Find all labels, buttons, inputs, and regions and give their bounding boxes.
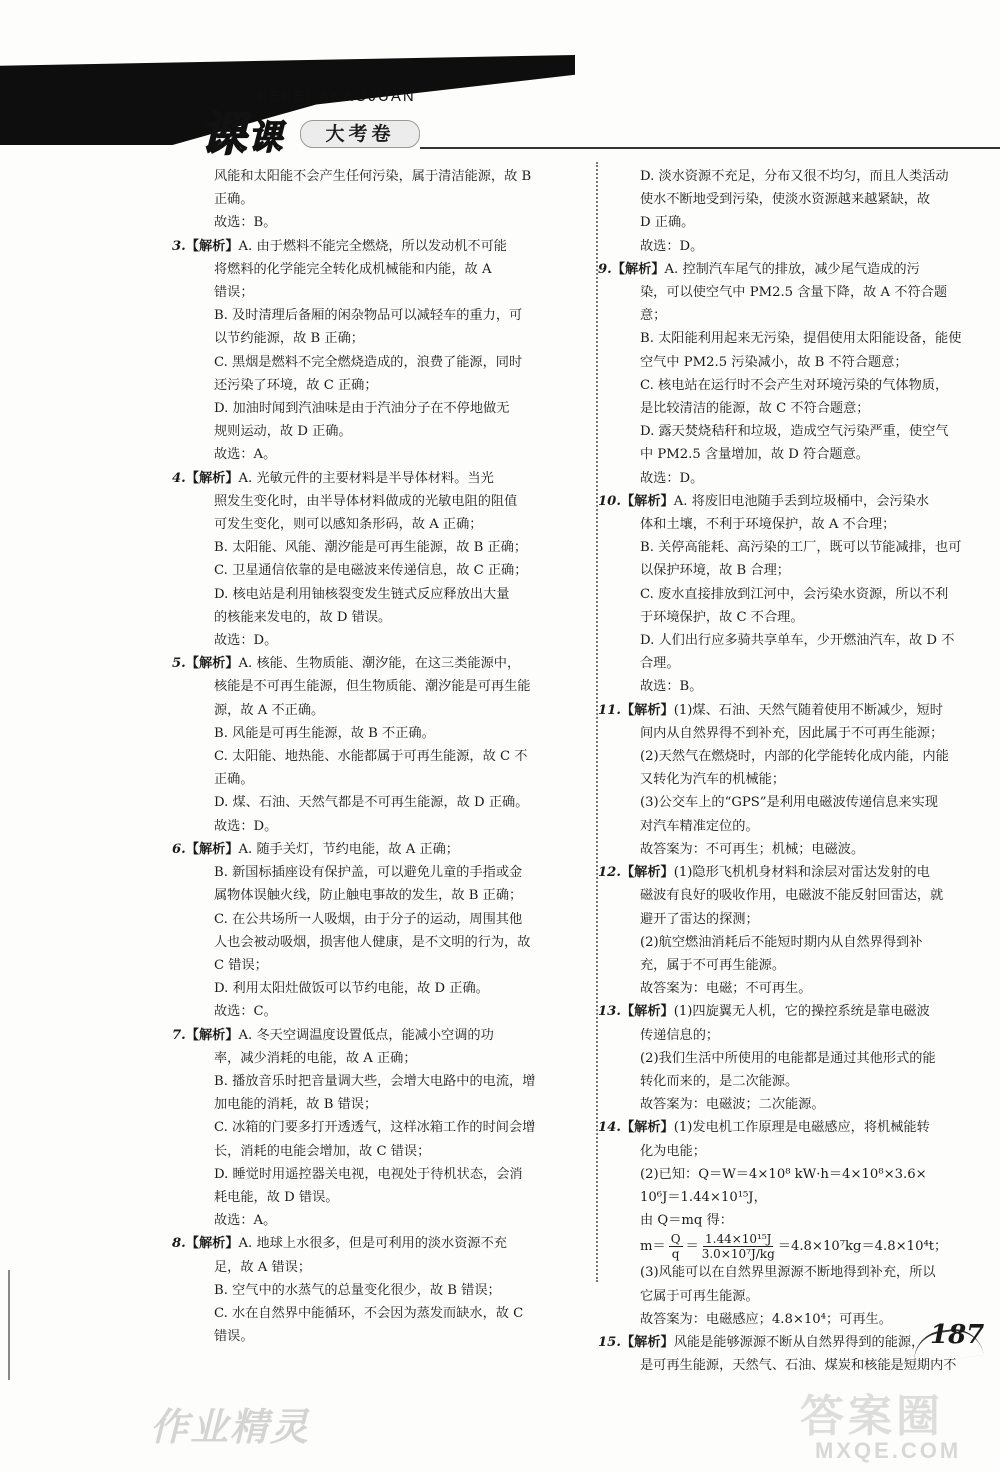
- answer-line: 故选：D。: [640, 238, 704, 254]
- solution-item: [618, 1261, 962, 1331]
- question-number: 14.: [598, 1120, 621, 1136]
- text-line: 染，可以使空气中 PM2.5 含量下降，故 A 不符合题意；: [640, 285, 948, 324]
- solution-item: [598, 699, 962, 861]
- fraction: [669, 1232, 683, 1261]
- text-line: 它属于可再生能源。: [640, 1288, 759, 1304]
- line-text: (1)隐形飞机机身材料和涂层对雷达发射的电: [673, 865, 930, 881]
- solution-item: [172, 838, 580, 1024]
- text-line: 是比较清洁的能源，故 C 不符合题意；: [640, 401, 870, 417]
- fraction-numerator: 1.44×10¹⁵J: [705, 1232, 772, 1247]
- text-line: 核能是不可再生能源，但生物质能、潮汐能是可再生能: [214, 679, 531, 695]
- text-line: 率，减少消耗的电能，故 A 正确；: [214, 1050, 417, 1066]
- text-line: [598, 490, 962, 513]
- line-text: A. 由于燃料不能完全燃烧，所以发动机不可能: [238, 238, 507, 254]
- analysis-tag: 【解析】: [185, 841, 239, 857]
- line-text: (1)发电机工作原理是电磁感应，将机械能转: [673, 1120, 930, 1136]
- text-line: B. 新国标插座设有保护盖，可以避免儿童的手指或金: [214, 865, 523, 881]
- site-watermark: 答案圈: [800, 1392, 944, 1441]
- brand-logo: [200, 88, 500, 161]
- analysis-tag: 【解析】: [620, 493, 674, 509]
- text-line: 充，属于不可再生能源。: [640, 957, 786, 973]
- analysis-tag: 【解析】: [185, 1236, 239, 1252]
- solution-item: [172, 1024, 580, 1233]
- brand-glyph-large: 课: [200, 107, 246, 161]
- text-line: [598, 258, 962, 281]
- text-line: [172, 652, 580, 675]
- site-watermark-url: MXQE.COM: [815, 1438, 962, 1463]
- brand-glyph-small: 课: [248, 118, 282, 158]
- text-line: C. 卫星通信依靠的是电磁波来传递信息，故 C 正确；: [214, 563, 528, 579]
- text-line: 空气中 PM2.5 污染减小，故 B 不符合题意；: [640, 354, 908, 370]
- formula-prefix: m＝: [640, 1239, 666, 1255]
- brand-latin: KEKEDAKAOJUAN: [258, 88, 416, 105]
- answer-line: 故选：A。: [214, 447, 277, 463]
- analysis-tag: 【解析】: [185, 470, 239, 486]
- question-number: 10.: [598, 493, 621, 509]
- text-line: 还污染了环境，故 C 正确；: [214, 377, 378, 393]
- text-line: 间内从自然界得不到补充，因此属于不可再生能源；: [640, 725, 944, 741]
- text-line: B. 及时清理后备厢的闲杂物品可以减轻车的重力，可: [214, 308, 523, 324]
- text-line: (3)公交车上的“GPS”是利用电磁波传递信息来实现: [640, 795, 938, 811]
- text-line: B. 关停高能耗、高污染的工厂，既可以节能减排，也可: [640, 540, 962, 556]
- question-number: 13.: [598, 1004, 621, 1020]
- text-line: 以节约能源，故 B 正确；: [214, 331, 364, 347]
- text-line: 避开了雷达的探测；: [640, 911, 759, 927]
- text-line: C 错误；: [214, 957, 268, 973]
- analysis-tag: 【解析】: [620, 865, 674, 881]
- text-line: (2)已知：Q＝W＝4×10⁸ kW·h＝4×10⁸×3.6×: [640, 1166, 927, 1182]
- text-line: 风能和太阳能不会产生任何污染，属于清洁能源，故 B: [214, 169, 532, 184]
- answer-line: 故答案为：电磁；不可再生。: [640, 981, 812, 997]
- text-line: [598, 1116, 962, 1139]
- formula-row: [618, 1232, 962, 1261]
- question-number: 9.: [598, 261, 612, 277]
- solution-item: [618, 165, 962, 258]
- text-line: D. 煤、石油、天然气都是不可再生能源，故 D 正确。: [214, 795, 529, 811]
- text-line: D. 核电站是利用铀核裂变发生链式反应释放出大量: [214, 586, 510, 602]
- text-line: D. 加油时闻到汽油味是由于汽油分子在不停地做无: [214, 401, 510, 417]
- solution-item: [618, 1232, 962, 1261]
- question-number: 7.: [172, 1027, 186, 1043]
- line-text: A. 冬天空调温度设置低点，能减小空调的功: [238, 1027, 494, 1043]
- solution-item: [598, 1331, 962, 1377]
- text-line: (2)航空燃油消耗后不能短时期内从自然界得到补: [640, 934, 923, 950]
- text-line: 属物体误触火线，防止触电事故的发生，故 B 正确；: [214, 888, 523, 904]
- question-number: 11.: [598, 702, 621, 718]
- text-line: 加电能的消耗，故 B 错误；: [214, 1097, 378, 1113]
- question-number: 3.: [172, 238, 186, 254]
- text-line: 10⁶J＝1.44×10¹⁵J，: [640, 1189, 767, 1205]
- text-line: 化为电能；: [640, 1143, 706, 1159]
- right-column: [598, 165, 962, 1377]
- answer-line: 故答案为：不可再生；机械；电磁波。: [640, 841, 865, 857]
- text-line: B. 空气中的水蒸气的总量变化很少，故 B 错误；: [214, 1282, 501, 1298]
- text-line: B. 太阳能利用起来无污染，提倡使用太阳能设备，能使: [640, 331, 962, 347]
- text-line: 正确。: [214, 772, 254, 788]
- line-text: A. 地球上水很多，但是可利用的淡水资源不充: [238, 1236, 507, 1252]
- text-line: B. 风能是可再生能源，故 B 不正确。: [214, 725, 435, 741]
- column-divider: [596, 162, 598, 1282]
- text-line: [172, 467, 580, 490]
- fraction-numerator: Q: [670, 1232, 681, 1247]
- line-text: A. 将废旧电池随手丢到垃圾桶中，会污染水: [673, 493, 929, 509]
- analysis-tag: 【解析】: [620, 1004, 674, 1020]
- solution-item: [172, 652, 580, 838]
- solution-item: [598, 861, 962, 1000]
- text-line: C. 核电站在运行时不会产生对环境污染的气体物质，: [640, 377, 949, 393]
- text-line: C. 冰箱的门要多打开透透气，这样冰箱工作的时间会增: [214, 1120, 536, 1136]
- text-line: C. 废水直接排放到江河中，会污染水资源，所以不利: [640, 586, 949, 602]
- question-number: 8.: [172, 1236, 186, 1252]
- text-line: 错误。: [214, 1329, 254, 1345]
- text-line: 的核能来发电的，故 D 错误。: [214, 609, 392, 625]
- text-line: 照发生变化时，由半导体材料做成的光敏电阻的阻值: [214, 493, 518, 509]
- text-line: [172, 1024, 580, 1047]
- analysis-tag: 【解析】: [185, 1027, 239, 1043]
- text-line: 错误；: [214, 285, 254, 301]
- text-line: 对汽车精准定位的。: [640, 818, 759, 834]
- line-text: (1)四旋翼无人机，它的操控系统是靠电磁波: [673, 1004, 930, 1020]
- text-line: D. 露天焚烧秸秆和垃圾，造成空气污染严重，使空气: [640, 424, 949, 440]
- line-text: A. 核能、生物质能、潮汐能，在这三类能源中，: [238, 656, 521, 672]
- analysis-tag: 【解析】: [620, 702, 674, 718]
- answer-line: 故答案为：电磁感应；4.8×10⁴；可再生。: [640, 1311, 892, 1327]
- text-line: D. 淡水资源不充足，分布又很不均匀，而且人类活动: [640, 169, 949, 184]
- text-line: C. 黑烟是燃料不完全燃烧造成的，浪费了能源，同时: [214, 354, 523, 370]
- answer-line: 故选：D。: [640, 470, 704, 486]
- text-line: [172, 235, 580, 258]
- text-line: B. 播放音乐时把音量调大些，会增大电路中的电流，增: [214, 1073, 536, 1089]
- text-line: (3)风能可以在自然界里源源不断地得到补充，所以: [640, 1265, 936, 1281]
- text-line: D. 利用太阳灶做饭可以节约电能，故 D 正确。: [214, 981, 489, 997]
- solution-item: [598, 258, 962, 490]
- text-line: D. 人们出行应多骑共享单车，少开燃油汽车，故 D 不: [640, 633, 955, 649]
- line-text: A. 控制汽车尾气的排放，减少尾气造成的污: [664, 261, 920, 277]
- text-line: (2)我们生活中所使用的电能都是通过其他形式的能: [640, 1050, 936, 1066]
- text-line: 以保护环境，故 B 合理；: [640, 563, 790, 579]
- answer-line: 故答案为：电磁波；二次能源。: [640, 1097, 825, 1113]
- text-line: [172, 1232, 580, 1255]
- answer-line: 故选：A。: [214, 1213, 277, 1229]
- text-line: C. 太阳能、地热能、水能都属于可再生能源，故 C 不: [214, 749, 528, 765]
- stamp-watermark: 作业精灵: [150, 1404, 311, 1449]
- text-line: 传递信息的；: [640, 1027, 720, 1043]
- text-line: 耗电能，故 D 错误。: [214, 1189, 339, 1205]
- question-number: 4.: [172, 470, 186, 486]
- solution-item: [172, 1232, 580, 1348]
- solution-item: [598, 490, 962, 699]
- solution-item: [598, 1116, 962, 1232]
- text-line: 由 Q＝mq 得：: [640, 1213, 733, 1229]
- text-line: 长，消耗的电能会增加，故 C 错误；: [214, 1143, 431, 1159]
- answer-line: 故选：B。: [640, 679, 703, 695]
- margin-mark: [8, 1270, 10, 1380]
- question-number: 12.: [598, 865, 621, 881]
- text-line: 使水不断地受到污染，使淡水资源越来越紧缺，故: [640, 192, 931, 208]
- question-number: 5.: [172, 656, 186, 672]
- text-line: 磁波有良好的吸收作用，电磁波不能反射回雷达，就: [640, 888, 944, 904]
- answer-line: 故选：D。: [214, 818, 278, 834]
- text-line: 体和土壤，不利于环境保护，故 A 不合理；: [640, 517, 896, 533]
- line-text: 风能是能够源源不断从自然界得到的能源，: [673, 1334, 925, 1350]
- text-line: 人也会被动吸烟，损害他人健康，是不文明的行为，故: [214, 934, 531, 950]
- analysis-tag: 【解析】: [620, 1334, 674, 1350]
- text-line: [598, 1331, 962, 1354]
- text-line: C. 水在自然界中能循环，不会因为蒸发而缺水，故 C: [214, 1305, 524, 1321]
- line-text: (1)煤、石油、天然气随着使用不断减少，短时: [673, 702, 943, 718]
- fraction-denominator: q: [671, 1247, 680, 1262]
- answer-line: 故选：C。: [214, 1004, 277, 1020]
- question-number: 15.: [598, 1334, 621, 1350]
- line-text: A. 光敏元件的主要材料是半导体材料。当光: [238, 470, 494, 486]
- page-number: 187: [930, 1320, 985, 1350]
- text-line: D. 睡觉时用遥控器关电视，电视处于待机状态，会消: [214, 1166, 523, 1182]
- fraction-denominator: 3.0×10⁷J/kg: [701, 1247, 775, 1262]
- text-line: C. 在公共场所一人吸烟，由于分子的运动，周围其他: [214, 911, 523, 927]
- text-line: 中 PM2.5 含量增加，故 D 符合题意。: [640, 447, 869, 463]
- text-line: 可发生变化，则可以感知条形码，故 A 正确；: [214, 517, 483, 533]
- answer-line: 故选：B。: [214, 215, 277, 231]
- brand-pill: 大考卷: [300, 120, 420, 148]
- text-line: 又转化为汽车的机械能；: [640, 772, 786, 788]
- analysis-tag: 【解析】: [185, 238, 239, 254]
- text-line: 将燃料的化学能完全转化成机械能和内能，故 A: [214, 261, 492, 277]
- text-line: 足，故 A 错误；: [214, 1259, 312, 1275]
- text-line: 正确。: [214, 192, 254, 208]
- text-line: [598, 861, 962, 884]
- text-line: (2)天然气在燃烧时，内部的化学能转化成内能，内能: [640, 749, 949, 765]
- formula-equals: ＝: [685, 1239, 699, 1255]
- question-number: 6.: [172, 841, 186, 857]
- formula-result: ＝4.8×10⁷kg＝4.8×10⁴t；: [777, 1239, 948, 1255]
- text-line: 规则运动，故 D 正确。: [214, 424, 352, 440]
- left-column: [172, 165, 580, 1348]
- fraction: [702, 1232, 775, 1261]
- answer-line: 故选：D。: [214, 633, 278, 649]
- text-line: [598, 699, 962, 722]
- solution-item: [172, 467, 580, 653]
- header-rule: [420, 147, 1000, 149]
- analysis-tag: 【解析】: [185, 656, 239, 672]
- analysis-tag: 【解析】: [620, 1120, 674, 1136]
- text-line: 源，故 A 不正确。: [214, 702, 325, 718]
- solution-item: [192, 165, 580, 235]
- text-line: D 正确。: [640, 215, 695, 231]
- solution-item: [172, 235, 580, 467]
- text-line: 转化而来的，是二次能源。: [640, 1073, 799, 1089]
- line-text: A. 随手关灯，节约电能，故 A 正确；: [238, 841, 459, 857]
- text-line: B. 太阳能、风能、潮汐能是可再生能源，故 B 正确；: [214, 540, 528, 556]
- text-line: 合理。: [640, 656, 680, 672]
- text-line: 是可再生能源，天然气、石油、煤炭和核能是短期内不: [640, 1358, 957, 1374]
- solution-item: [598, 1000, 962, 1116]
- text-line: [598, 1000, 962, 1023]
- analysis-tag: 【解析】: [611, 261, 665, 277]
- text-line: [172, 838, 580, 861]
- text-line: 于环境保护，故 C 不合理。: [640, 609, 804, 625]
